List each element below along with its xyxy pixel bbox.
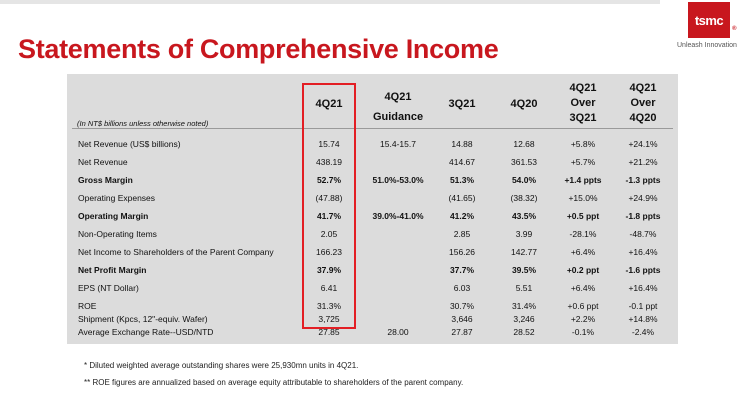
- cell: 15.74: [318, 139, 340, 149]
- col-header-guidance: 4Q21 Guidance: [372, 91, 424, 123]
- cell: 6.41: [320, 283, 338, 293]
- cell: 142.77: [511, 247, 537, 257]
- table-row: [0, 153, 750, 171]
- cell: 28.00: [387, 327, 409, 337]
- cell: 39.5%: [511, 265, 537, 275]
- row-label: Operating Expenses: [78, 193, 156, 203]
- cell: +21.2%: [628, 157, 658, 167]
- cell: 43.5%: [511, 211, 537, 221]
- cell: 6.03: [453, 283, 471, 293]
- cell: 52.7%: [316, 175, 342, 185]
- table-row: [0, 279, 750, 297]
- cell: 37.9%: [316, 265, 342, 275]
- cell: -48.7%: [629, 229, 657, 239]
- cell: 12.68: [513, 139, 535, 149]
- cell: +1.4 ppts: [564, 175, 602, 185]
- cell: 30.7%: [449, 301, 475, 311]
- col-header-qoq: 4Q21 Over 3Q21: [569, 82, 597, 124]
- row-label: Average Exchange Rate--USD/NTD: [78, 327, 214, 337]
- cell: +15.0%: [568, 193, 598, 203]
- cell: 3,246: [513, 314, 535, 324]
- row-label: Net Revenue (US$ billions): [78, 139, 181, 149]
- cell: 438.19: [316, 157, 342, 167]
- cell: +5.8%: [570, 139, 596, 149]
- table-row: [0, 261, 750, 279]
- cell: +0.6 ppt: [567, 301, 599, 311]
- cell: 3,646: [451, 314, 473, 324]
- cell: 51.0%-53.0%: [372, 175, 424, 185]
- cell: 51.3%: [449, 175, 475, 185]
- cell: -1.8 ppts: [625, 211, 661, 221]
- units-note: (In NT$ billions unless otherwise noted): [77, 119, 209, 128]
- cell: 2.85: [453, 229, 471, 239]
- cell: -2.4%: [631, 327, 655, 337]
- cell: +6.4%: [570, 247, 596, 257]
- top-divider: [0, 0, 660, 4]
- row-label: Shipment (Kpcs, 12"-equiv. Wafer): [78, 314, 208, 324]
- cell: 37.7%: [449, 265, 475, 275]
- row-label: ROE: [78, 301, 97, 311]
- table-row: [0, 323, 750, 341]
- col-header-3q21: 3Q21: [448, 98, 476, 110]
- cell: 28.52: [513, 327, 535, 337]
- cell: +14.8%: [628, 314, 658, 324]
- table-row: [0, 171, 750, 189]
- row-label: Net Revenue: [78, 157, 128, 167]
- col-header-4q20: 4Q20: [510, 98, 538, 110]
- row-label: Net Profit Margin: [78, 265, 147, 275]
- page-title: Statements of Comprehensive Income: [18, 34, 499, 64]
- cell: 14.88: [451, 139, 473, 149]
- cell: 39.0%-41.0%: [372, 211, 424, 221]
- cell: 3,725: [318, 314, 340, 324]
- cell: 41.7%: [316, 211, 342, 221]
- col-header-yoy: 4Q21 Over 4Q20: [629, 82, 657, 124]
- cell: 41.2%: [449, 211, 475, 221]
- tagline: Unleash Innovation: [677, 42, 737, 49]
- cell: 3.99: [515, 229, 533, 239]
- cell: +24.9%: [628, 193, 658, 203]
- cell: -28.1%: [569, 229, 597, 239]
- cell: 414.67: [449, 157, 475, 167]
- table-row: [0, 207, 750, 225]
- row-label: Net Income to Shareholders of the Parent Company: [78, 247, 274, 257]
- cell: +16.4%: [628, 283, 658, 293]
- cell: +0.2 ppt: [566, 265, 600, 275]
- header-divider: [72, 128, 673, 129]
- cell: 31.3%: [316, 301, 342, 311]
- cell: +16.4%: [628, 247, 658, 257]
- cell: +0.5 ppt: [566, 211, 600, 221]
- cell: (38.32): [510, 193, 538, 203]
- cell: -0.1 ppt: [628, 301, 658, 311]
- cell: 5.51: [515, 283, 533, 293]
- cell: 27.85: [318, 327, 340, 337]
- cell: +6.4%: [570, 283, 596, 293]
- cell: (41.65): [448, 193, 476, 203]
- tsmc-logo: tsmc ®: [688, 2, 730, 38]
- cell: 166.23: [316, 247, 342, 257]
- footnote-eps: * Diluted weighted average outstanding shares were 25,930mn units in 4Q21.: [84, 361, 359, 370]
- cell: 54.0%: [511, 175, 537, 185]
- table-row: [0, 225, 750, 243]
- cell: 31.4%: [511, 301, 537, 311]
- cell: +24.1%: [628, 139, 658, 149]
- cell: +5.7%: [570, 157, 596, 167]
- cell: +2.2%: [570, 314, 596, 324]
- table-row: [0, 135, 750, 153]
- table-row: [0, 189, 750, 207]
- footnote-roe: ** ROE figures are annualized based on average equity attributable to shareholders of the parent company.: [84, 378, 464, 387]
- row-label: Non-Operating Items: [78, 229, 157, 239]
- cell: (47.88): [315, 193, 343, 203]
- cell: -1.3 ppts: [625, 175, 661, 185]
- table-row: [0, 243, 750, 261]
- row-label: Operating Margin: [78, 211, 149, 221]
- logo-text: tsmc: [694, 12, 724, 28]
- cell: -0.1%: [571, 327, 595, 337]
- cell: 27.87: [451, 327, 473, 337]
- cell: 2.05: [320, 229, 338, 239]
- cell: 15.4-15.7: [380, 139, 416, 149]
- row-label: Gross Margin: [78, 175, 133, 185]
- cell: -1.6 ppts: [625, 265, 661, 275]
- row-label: EPS (NT Dollar): [78, 283, 139, 293]
- cell: 156.26: [449, 247, 475, 257]
- cell: 361.53: [511, 157, 537, 167]
- col-header-4q21: 4Q21: [315, 98, 343, 110]
